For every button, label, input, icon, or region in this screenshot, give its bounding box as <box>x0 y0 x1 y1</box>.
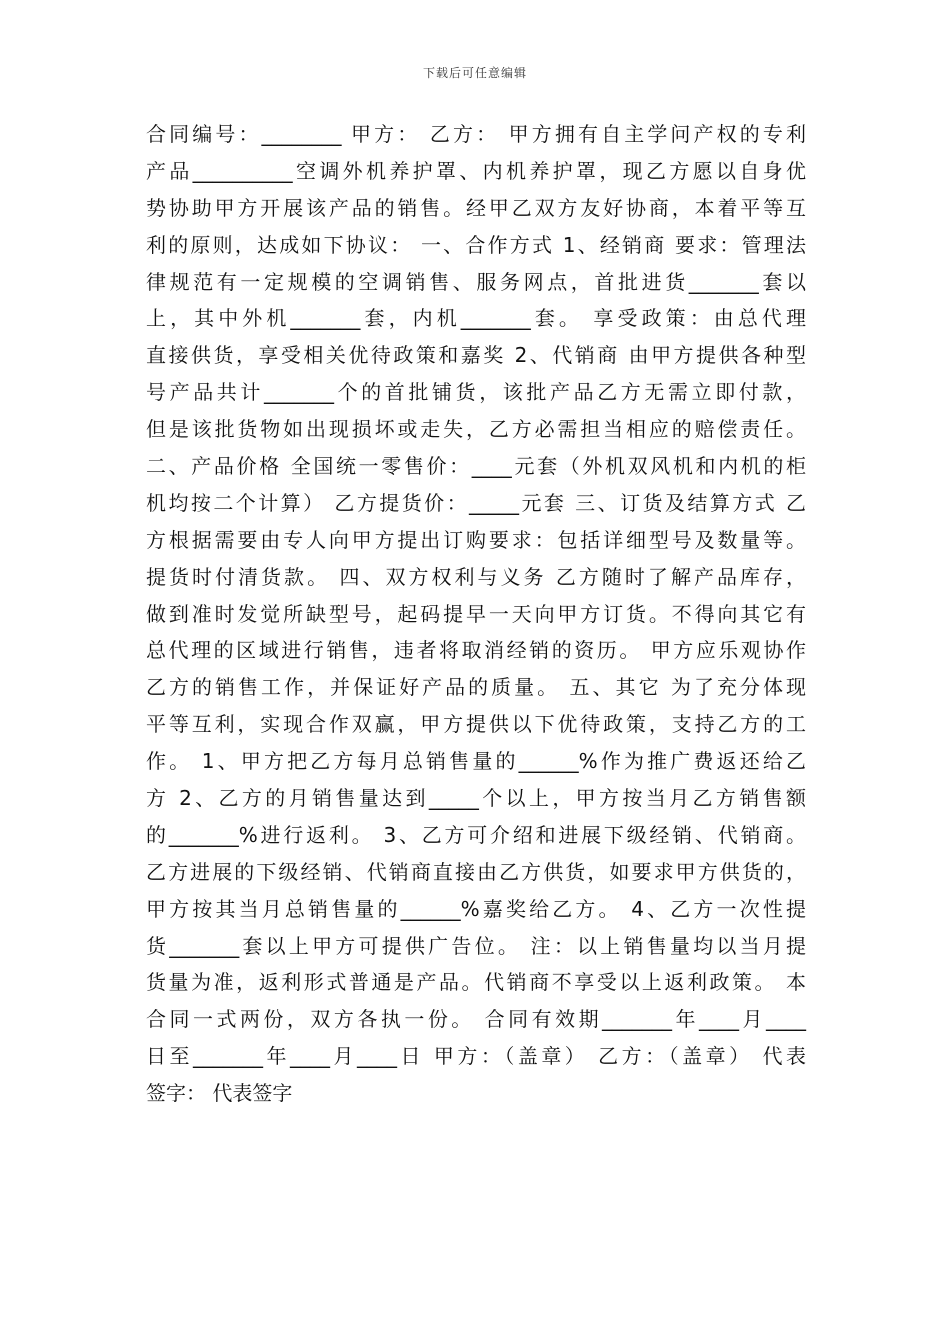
body-line: 直接供货，享受相关优待政策和嘉奖 2、代销商 由甲方提供各种型 <box>146 343 806 368</box>
body-line: 甲方按其当月总销售量的______%嘉奖给乙方。 4、乙方一次性提 <box>146 896 806 921</box>
body-line: 做到准时发觉所缺型号，起码提早一天向甲方订货。不得向其它有 <box>146 601 806 626</box>
body-line: 机均按二个计算） 乙方提货价：_____元套 三、订货及结算方式 乙 <box>146 490 806 515</box>
body-line: 上，其中外机_______套，内机_______套。 享受政策：由总代理 <box>146 306 806 331</box>
body-line: 合同一式两份，双方各执一份。 合同有效期_______年____月____ <box>146 1007 806 1032</box>
body-line: 合同编号：________ 甲方： 乙方： 甲方拥有自主学问产权的专利 <box>146 122 806 146</box>
body-line: 律规范有一定规模的空调销售、服务网点，首批进货_______套以 <box>146 269 806 294</box>
body-line: 签字： 代表签字 <box>146 1081 293 1106</box>
body-line: 总代理的区域进行销售，违者将取消经销的资历。 甲方应乐观协作 <box>146 638 806 663</box>
body-line: 号产品共计_______个的首批铺货，该批产品乙方无需立即付款， <box>146 380 806 405</box>
body-line: 势协助甲方开展该产品的销售。经甲乙双方友好协商，本着平等互 <box>146 195 806 220</box>
body-line: 提货时付清货款。 四、双方权利与义务 乙方随时了解产品库存， <box>146 564 806 589</box>
body-line: 货_______套以上甲方可提供广告位。 注：以上销售量均以当月提 <box>146 933 806 958</box>
body-line: 产品__________空调外机养护罩、内机养护罩，现乙方愿以自身优 <box>146 158 806 183</box>
body-line: 乙方进展的下级经销、代销商直接由乙方供货，如要求甲方供货的， <box>146 859 806 884</box>
body-line: 日至_______年____月____日 甲方：（盖章） 乙方：（盖章） 代表 <box>146 1044 806 1069</box>
body-line: 方 2、乙方的月销售量达到_____个以上，甲方按当月乙方销售额 <box>146 786 806 811</box>
body-line: 利的原则，达成如下协议： 一、合作方式 1、经销商 要求：管理法 <box>146 232 806 257</box>
body-line: 的_______%进行返利。 3、乙方可介绍和进展下级经销、代销商。 <box>146 822 806 847</box>
body-line: 作。 1、甲方把乙方每月总销售量的______%作为推广费返还给乙 <box>146 749 806 774</box>
body-line: 货量为准，返利形式普通是产品。代销商不享受以上返利政策。 本 <box>146 970 806 995</box>
contract-body <box>146 116 806 1112</box>
body-line: 平等互利，实现合作双赢，甲方提供以下优待政策，支持乙方的工 <box>146 712 806 737</box>
body-line: 乙方的销售工作，并保证好产品的质量。 五、其它 为了充分体现 <box>146 675 806 700</box>
page-header: 下载后可任意编辑 <box>422 66 527 80</box>
body-line: 二、产品价格 全国统一零售价：____元套（外机双风机和内机的柜 <box>146 454 806 479</box>
body-line: 但是该批货物如出现损坏或走失，乙方必需担当相应的赔偿责任。 <box>146 417 806 442</box>
body-line: 方根据需要由专人向甲方提出订购要求：包括详细型号及数量等。 <box>146 527 806 552</box>
